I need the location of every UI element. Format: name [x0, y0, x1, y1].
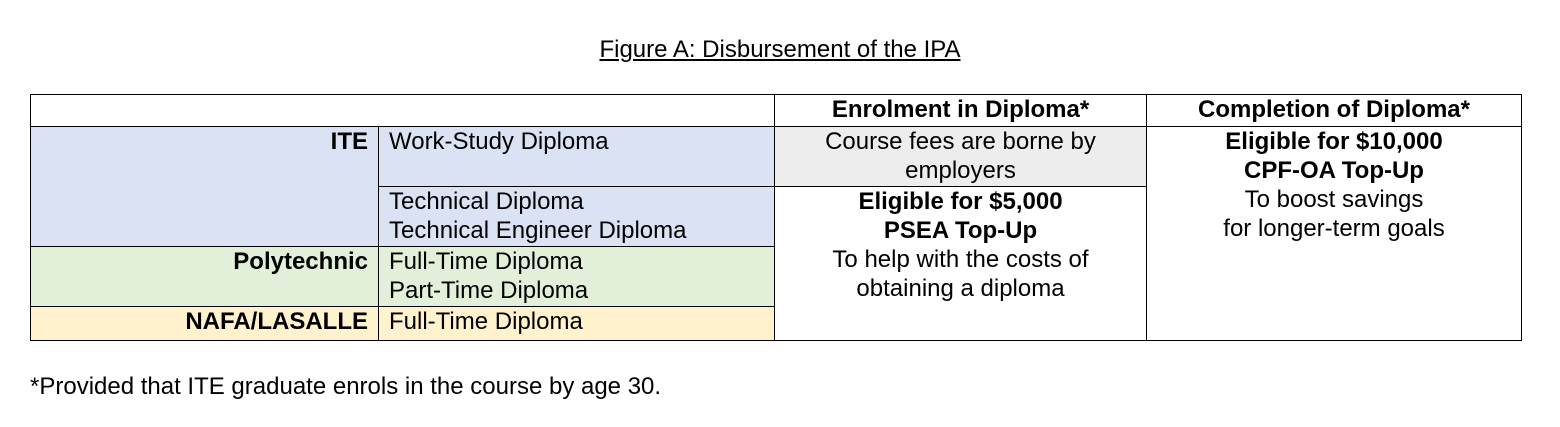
poly-full-time-label: Full-Time Diploma: [389, 248, 583, 275]
psea-desc-line1: To help with the costs of: [832, 246, 1089, 273]
diploma-polytechnic: [379, 247, 775, 307]
footnote: *Provided that ITE graduate enrols in the course by age 30.: [30, 373, 662, 400]
cpf-line1: Eligible for $10,000: [1225, 128, 1443, 155]
poly-part-time-label: Part-Time Diploma: [389, 277, 589, 304]
institution-ite: ITE: [31, 127, 379, 247]
enrolment-employer-fees: [775, 127, 1147, 187]
employer-fees-line1: Course fees are borne by: [825, 128, 1096, 155]
technical-engineer-diploma-label: Technical Engineer Diploma: [389, 217, 687, 244]
cpf-line2: CPF-OA Top-Up: [1244, 157, 1424, 184]
ite-workstudy-row: [31, 127, 1522, 187]
diploma-work-study: Work-Study Diploma: [379, 127, 775, 187]
diploma-nafa-full-time: Full-Time Diploma: [379, 307, 775, 341]
cpf-desc-line1: To boost savings: [1244, 186, 1424, 213]
cpf-desc-line2: for longer-term goals: [1223, 215, 1445, 242]
diploma-technical: [379, 187, 775, 247]
header-completion: Completion of Diploma*: [1147, 95, 1522, 127]
ipa-disbursement-table: [30, 94, 1522, 341]
institution-polytechnic: Polytechnic: [31, 247, 379, 307]
psea-line2: PSEA Top-Up: [883, 217, 1038, 244]
enrolment-psea-topup: [775, 187, 1147, 341]
completion-cpf-topup: [1147, 127, 1522, 341]
technical-diploma-label: Technical Diploma: [389, 188, 584, 215]
figure-title: Figure A: Disbursement of the IPA: [599, 36, 961, 63]
institution-nafa-lasalle: NAFA/LASALLE: [31, 307, 379, 341]
psea-line1: Eligible for $5,000: [858, 188, 1063, 215]
header-enrolment: Enrolment in Diploma*: [775, 95, 1147, 127]
employer-fees-line2: employers: [905, 157, 1016, 184]
psea-desc-line2: obtaining a diploma: [856, 275, 1065, 302]
header-row: [31, 95, 1522, 127]
header-blank-cell: [31, 95, 775, 127]
